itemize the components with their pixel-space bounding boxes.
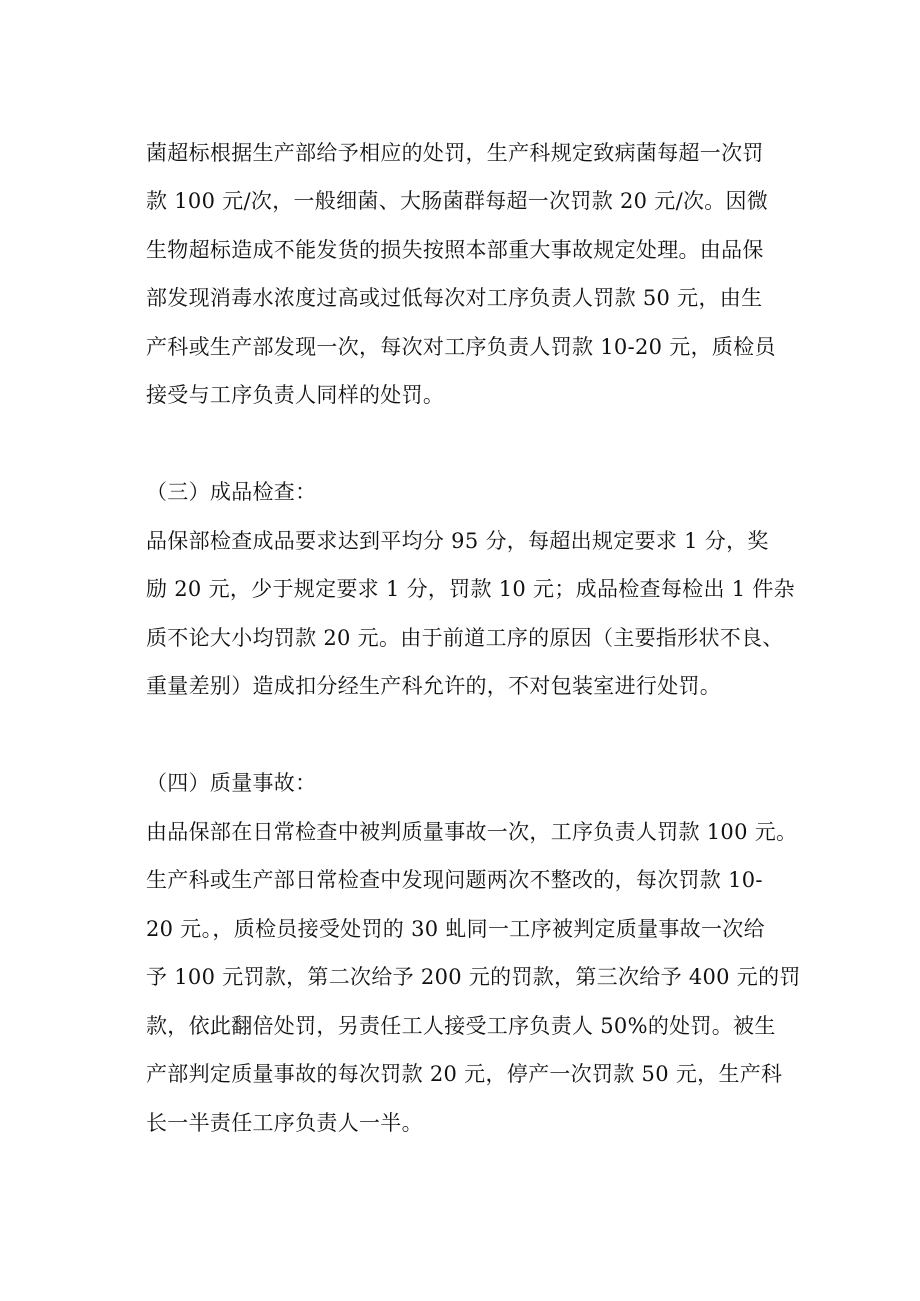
paragraph-line: 接受与工序负责人同样的处罚。 <box>146 383 445 407</box>
paragraph-line: 产科或生产部发现一次，每次对工序负责人罚款 10-20 元，质检员 <box>146 335 776 359</box>
paragraph-line: 生产科或生产部日常检查中发现问题两次不整改的，每次罚款 10- <box>146 868 763 892</box>
paragraph-line: 菌超标根据生产部给予相应的处罚，生产科规定致病菌每超一次罚 <box>146 141 764 165</box>
paragraph-line: 由品保部在日常检查中被判质量事故一次，工序负责人罚款 100 元。 <box>146 820 798 844</box>
paragraph-line: 予 100 元罚款，第二次给予 200 元的罚款，第三次给予 400 元的罚 <box>146 965 801 989</box>
section-heading-three: （三）成品检查： <box>146 480 317 504</box>
paragraph-line: 重量差别）造成扣分经生产科允许的，不对包装室进行处罚。 <box>146 674 722 698</box>
paragraph-line: 生物超标造成不能发货的损失按照本部重大事故规定处理。由品保 <box>146 238 764 262</box>
section-heading-four: （四）质量事故： <box>146 771 317 795</box>
paragraph-line: 款 100 元/次，一般细菌、大肠菌群每超一次罚款 20 元/次。因微 <box>146 189 769 213</box>
paragraph-line: 质不论大小均罚款 20 元。由于前道工序的原因（主要指形状不良、 <box>146 626 784 650</box>
paragraph-line: 长一半责任工序负责人一半。 <box>146 1111 423 1135</box>
paragraph-line: 款，依此翻倍处罚，另责任工人接受工序负责人 50%的处罚。被生 <box>146 1014 776 1038</box>
paragraph-line: 产部判定质量事故的每次罚款 20 元，停产一次罚款 50 元，生产科 <box>146 1062 783 1086</box>
paragraph-line: 20 元。，质检员接受处罚的 30 虬同一工序被判定质量事故一次给 <box>146 917 765 941</box>
paragraph-line: 品保部检查成品要求达到平均分 95 分，每超出规定要求 1 分，奖 <box>146 529 769 553</box>
paragraph-line: 励 20 元，少于规定要求 1 分，罚款 10 元；成品检查每检出 1 件杂 <box>146 577 795 601</box>
paragraph-line: 部发现消毒水浓度过高或过低每次对工序负责人罚款 50 元，由生 <box>146 286 763 310</box>
